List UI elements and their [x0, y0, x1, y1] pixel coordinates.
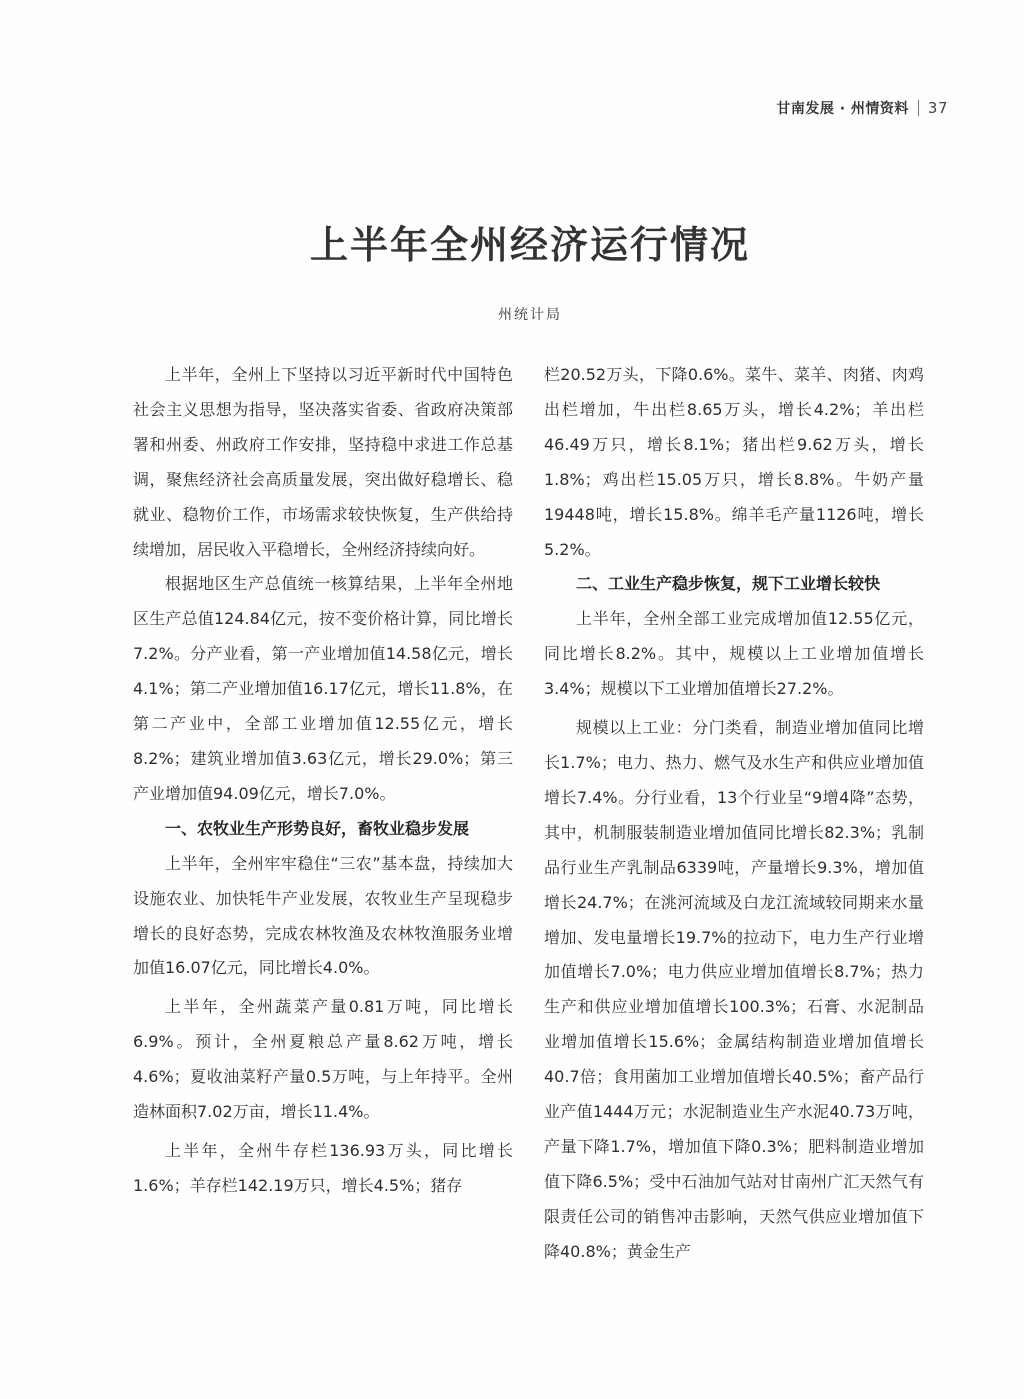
header-divider [918, 100, 919, 116]
paragraph: 规模以上工业：分门类看，制造业增加值同比增长1.7%；电力、热力、燃气及水生产和供应业增加值增长7.4%。分行业看，13个行业呈“9增4降”态势，其中，机制服装制造业增加值同比增长82.3%；乳制品行业生产乳制品6339吨，产量增长9.3%，增加值增长24.7%；在洮河流域及白龙江流域较同期来水量增加、发电量增长19.7%的拉动下，电力生产行业增加值增长7.0%；电力供应业增加值增长8.7%；热力生产和供应业增加值增长100.3%；石膏、水泥制品业增加值增长15.6%；金属结构制造业增加值增长40.7倍；食用菌加工业增加值增长40.5%；畜产品行业产值1444万元；水泥制造业生产水泥40.73万吨，产量下降1.7%，增加值下降0.3%；肥料制造业增加值下降6.5%；受中石油加气站对甘南州广汇天然气有限责任公司的销售冲击影响，天然气供应业增加值下降40.8%；黄金生产 [544, 718, 924, 1261]
paragraph: 栏20.52万头，下降0.6%。菜牛、菜羊、肉猪、肉鸡出栏增加，牛出栏8.65万头，增长4.2%；羊出栏46.49万只，增长8.1%；猪出栏9.62万头，增长1.8%；鸡出栏15.05万只，增长8.8%。牛奶产量19448吨，增长15.8%。绵羊毛产量1126吨，增长5.2%。 [544, 365, 924, 559]
right-column [544, 358, 924, 1270]
paragraph: 上半年，全州牢牢稳住“三农”基本盘，持续加大设施农业、加快牦牛产业发展，农牧业生产呈现稳步增长的良好态势，完成农林牧渔及农林牧渔服务业增加值16.07亿元，同比增长4.0%。 [133, 853, 513, 978]
section-heading: 二、工业生产稳步恢复，规下工业增长较快 [576, 574, 881, 594]
paragraph: 上半年，全州蔬菜产量0.81万吨，同比增长6.9%。预计，全州夏粮总产量8.62万吨，增长4.6%；夏收油菜籽产量0.5万吨，与上年持平。全州造林面积7.02万亩，增长11.4%。 [133, 997, 513, 1122]
left-column [133, 358, 513, 1204]
paragraph: 上半年，全州全部工业完成增加值12.55亿元，同比增长8.2%。其中，规模以上工业增加值增长3.4%；规模以下工业增加值增长27.2%。 [544, 609, 924, 699]
paragraph: 上半年，全州牛存栏136.93万头，同比增长1.6%；羊存栏142.19万只，增长4.5%；猪存 [133, 1140, 513, 1195]
paragraph: 上半年，全州上下坚持以习近平新时代中国特色社会主义思想为指导，坚决落实省委、省政府决策部署和州委、州政府工作安排，坚持稳中求进工作总基调，聚焦经济社会高质量发展，突出做好稳增长、稳就业、稳物价工作，市场需求较快恢复，生产供给持续增加，居民收入平稳增长，全州经济持续向好。 [133, 365, 513, 559]
section-heading: 一、农牧业生产形势良好，畜牧业稳步发展 [165, 818, 470, 838]
article-title: 上半年全州经济运行情况 [309, 222, 750, 267]
publication-name: 甘南发展 · 州情资料 [776, 101, 909, 117]
page-number: 37 [927, 99, 948, 117]
paragraph: 根据地区生产总值统一核算结果，上半年全州地区生产总值124.84亿元，按不变价格计算，同比增长7.2%。分产业看，第一产业增加值14.58亿元，增长4.1%；第二产业增加值16.17亿元，增长11.8%，在第二产业中，全部工业增加值12.55亿元，增长8.2%；建筑业增加值3.63亿元，增长29.0%；第三产业增加值94.09亿元，增长7.0%。 [133, 574, 513, 803]
article-author: 州统计局 [498, 307, 562, 323]
running-head [776, 98, 948, 118]
